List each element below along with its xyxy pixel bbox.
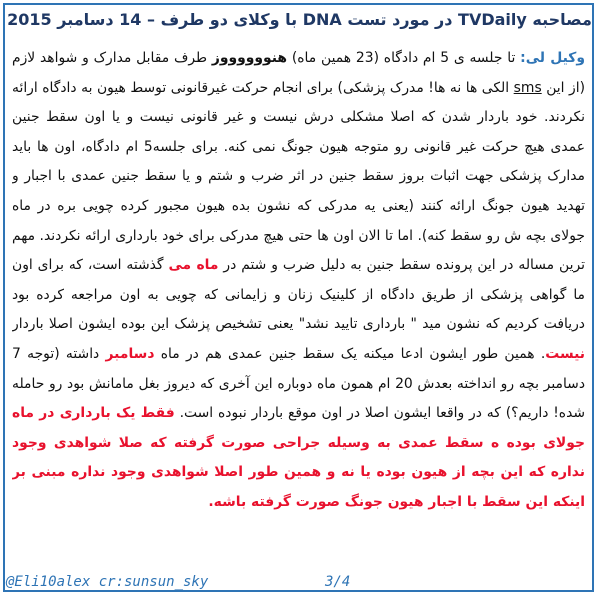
emphasis-still: هنووووووز <box>211 50 288 66</box>
body-text-2: طرف مقابل مدارک و شواهد لازم (از این <box>12 50 585 96</box>
highlight-not: نیست <box>545 345 585 362</box>
article-body <box>12 44 585 564</box>
body-text-4: گذشته است، که برای اون ما گواهی پزشکی از طریق دادگاه از کلینیک زنان و زایمانی که چویی به اون مراجعه کرده بود دریافت کردیم که نشون مید " بارداری تایید نشد" یعنی تشخیص پزشک این بوده ایشون اصلا باردار <box>12 257 585 333</box>
body-text-3: الکی ها نه ها! مدرک پزشکی) برای انجام حرکت غیرقانونی توسط هیون به دادگاه ارائه نکردند. خود باردار شدن که اصلا مشکلی درش نیست و غیر قانونی نیست و یا اون سقط جنین عمدی هیچ حرکت غیر قانونی رو متوجه هیون جونگ نمی کنه. برای جلسه5 ام دادگاه، اون ها باید مدارک پزشکی جهت اثبات بروز سقط جنین در اثر ضرب و شتم و یا سقط جنین عمدی با اجبار و تهدید هیون جونگ ارائه کنند (یعنی یه مدرکی که نشون بده هیون مجبور کرده چویی بره در ماه جولای بچه ش رو سقط کنه). اما تا الان اون ها حتی هیچ مدرکی برای خود بارداری ارائه نکردند. مهم ترین مساله در این پرونده سقط جنین به دلیل ضرب و شتم در <box>12 79 585 274</box>
page-title: مصاحبه TVDaily در مورد تست DNA با وکلای دو طرف – 14 دسامبر 2015 <box>7 10 592 29</box>
highlight-december: دسامبر <box>105 345 155 362</box>
page-number: 3/4 <box>325 574 351 590</box>
speaker-label: وکیل لی: <box>520 50 585 66</box>
sms-word: sms <box>513 79 542 96</box>
body-text-1: تا جلسه ی 5 ام دادگاه (23 همین ماه) <box>287 50 521 66</box>
conclusion-text: فقط یک بارداری در ماه جولای بوده ه سقط عمدی به وسیله جراحی صورت گرفته که صلا شواهدی وجود نداره که این بچه از هیون بوده یا نه و همین طور اصلا شواهدی وجود نداره مبنی بر اینکه این سقط با اجبار هیون جونگ صورت گرفته باشه. <box>12 405 585 510</box>
highlight-may: ماه می <box>168 257 219 274</box>
body-text-6: داشته (توجه 7 دسامبر بچه رو انداخته بعدش 20 ام همون ماه دوباره این آخری که دیروز بغل مامانش بود رو حامله شده! داریم؟) که در واقعا ایشون اصلا در اون موقع باردار نبوده است. <box>12 345 585 422</box>
body-text-5: . همین طور ایشون ادعا میکنه یک سقط جنین عمدی هم در ماه <box>154 345 546 362</box>
credits: @Eli10alex cr:sunsun_sky <box>6 574 209 590</box>
